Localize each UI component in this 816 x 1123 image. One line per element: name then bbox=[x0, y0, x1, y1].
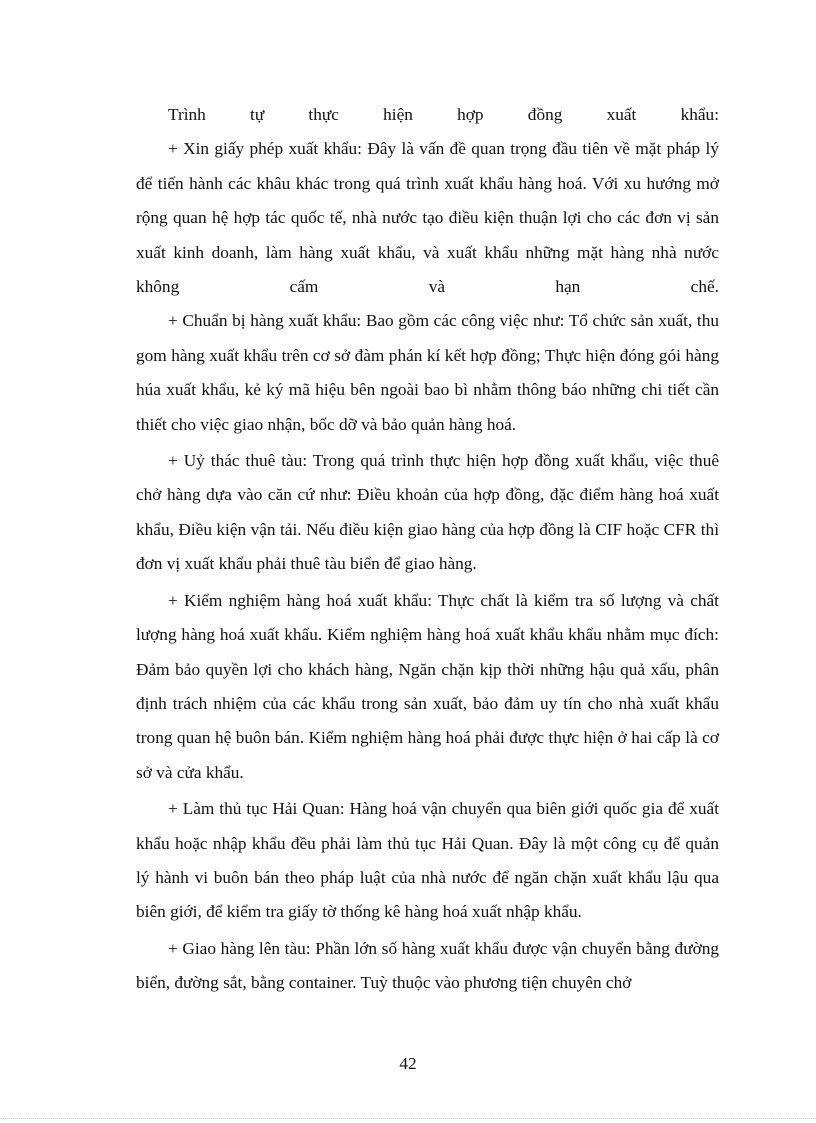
body-text bbox=[136, 98, 719, 1001]
paragraph-inspection: + Kiểm nghiệm hàng hoá xuất khẩu: Thực chất là kiểm tra số lượng và chất lượng hàng hoá xuất khẩu. Kiểm nghiệm hàng hoá xuất khẩu khẩu nhằm mục đích: Đảm bảo quyền lợi cho khách hàng, Ngăn chặn kịp thời những hậu quả xấu, phân định trách nhiệm của các khẩu trong sản xuất, bảo đảm uy tín cho nhà xuất khẩu trong quan hệ buôn bán. Kiểm nghiệm hàng hoá phải được thực hiện ở hai cấp là cơ sở và cửa khẩu. bbox=[136, 590, 719, 782]
page-bottom-divider bbox=[0, 1118, 816, 1119]
paragraph-ship-chartering: + Uỷ thác thuê tàu: Trong quá trình thực hiện hợp đồng xuất khẩu, việc thuê chở hàng dựa vào căn cứ như: Điều khoản của hợp đồng, đặc điểm hàng hoá xuất khẩu, Điều kiện vận tải. Nếu điều kiện giao hàng của hợp đồng là CIF hoặc CFR thì đơn vị xuất khẩu phải thuê tàu biển để giao hàng. bbox=[136, 451, 719, 574]
paragraph-heading: Trình tự thực hiện hợp đồng xuất khẩu: bbox=[168, 105, 719, 124]
page-number: 42 bbox=[399, 1054, 417, 1073]
paragraph-export-license: + Xin giấy phép xuất khẩu: Đây là vấn đề quan trọng đầu tiên về mặt pháp lý để tiến hành các khâu khác trong quá trình xuất khẩu hàng hoá. Với xu hướng mở rộng quan hệ hợp tác quốc tế, nhà nước tạo điều kiện thuận lợi cho các đơn vị sản xuất kinh doanh, làm hàng xuất khẩu, và xuất khẩu những mặt hàng nhà nước không cấm và hạn chế. bbox=[136, 139, 719, 297]
paragraph-customs: + Làm thủ tục Hải Quan: Hàng hoá vận chuyển qua biên giới quốc gia để xuất khẩu hoặc nhập khẩu đều phải làm thủ tục Hải Quan. Đây là một công cụ để quản lý hành vi buôn bán theo pháp luật của nhà nước để ngăn chặn xuất khẩu lậu qua biên giới, để kiểm tra giấy tờ thống kê hàng hoá xuất nhập khẩu. bbox=[136, 799, 719, 922]
paragraph-prepare-goods: + Chuẩn bị hàng xuất khẩu: Bao gồm các công việc như: Tổ chức sản xuất, thu gom hàng xuất khẩu trên cơ sở đàm phán kí kết hợp đồng; Thực hiện đóng gói hàng húa xuất khẩu, kẻ ký mã hiệu bên ngoài bao bì nhằm thông báo những chi tiết cần thiết cho việc giao nhận, bốc dỡ và bảo quản hàng hoá. bbox=[136, 311, 719, 434]
paragraph-loading: + Giao hàng lên tàu: Phần lớn số hàng xuất khẩu được vận chuyển bằng đường biển, đường sắt, bằng container. Tuỳ thuộc vào phương tiện chuyên chở bbox=[136, 938, 719, 993]
